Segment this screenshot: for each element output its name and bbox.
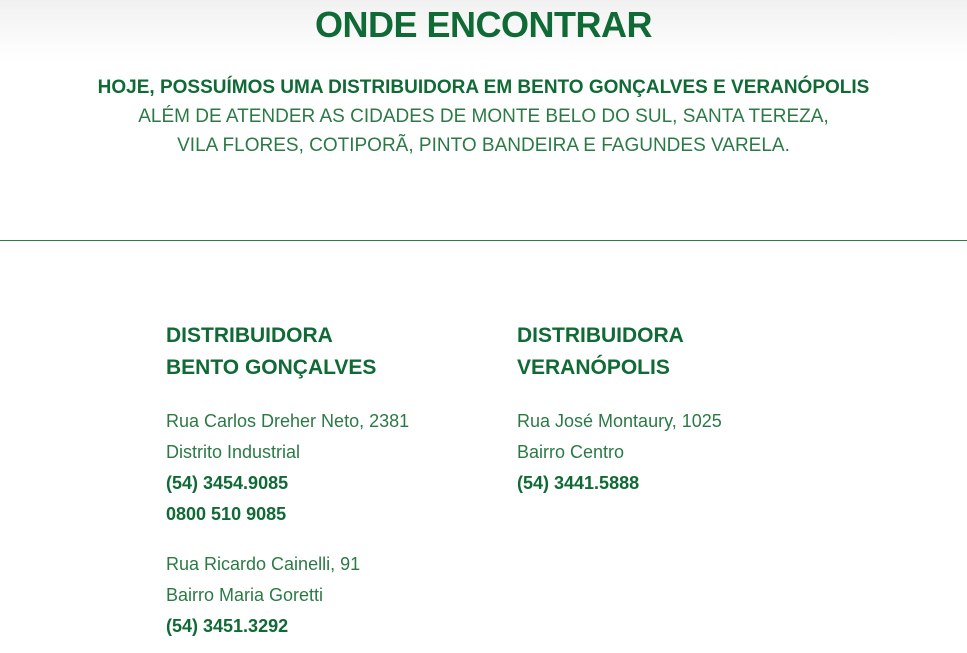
intro-text: [0, 74, 967, 160]
address-block: [517, 406, 722, 499]
page-title: ONDE ENCONTRAR: [314, 4, 652, 45]
address-street: Rua Carlos Dreher Neto, 2381: [166, 411, 410, 431]
distributor-veranopolis: [517, 320, 722, 499]
distributor-title: [166, 320, 409, 384]
address-district: Distrito Industrial: [166, 442, 301, 462]
section-divider: [0, 240, 967, 241]
phone-number[interactable]: (54) 3454.9085: [166, 473, 289, 493]
distributor-title-line-2: BENTO GONÇALVES: [166, 356, 377, 379]
intro-lead: HOJE, POSSUÍMOS UMA DISTRIBUIDORA EM BENTO GONÇALVES E VERANÓPOLIS: [97, 77, 870, 98]
address-street: Rua Ricardo Cainelli, 91: [166, 554, 361, 574]
address-street: Rua José Montaury, 1025: [517, 411, 722, 431]
phone-number[interactable]: (54) 3441.5888: [517, 473, 640, 493]
intro-line-2: VILA FLORES, COTIPORÃ, PINTO BANDEIRA E FAGUNDES VARELA.: [177, 135, 790, 156]
address-district: Bairro Centro: [517, 442, 625, 462]
address-block: [166, 549, 409, 642]
address-block: [166, 406, 409, 530]
toll-free-number[interactable]: 0800 510 9085: [166, 504, 287, 524]
distributor-title: [517, 320, 722, 384]
phone-number[interactable]: (54) 3451.3292: [166, 616, 289, 636]
distributor-title-line-1: DISTRIBUIDORA: [166, 324, 333, 347]
intro-line-1: ALÉM DE ATENDER AS CIDADES DE MONTE BELO DO SUL, SANTA TEREZA,: [138, 106, 829, 127]
distributor-bento-goncalves: [166, 320, 409, 642]
distributor-title-line-1: DISTRIBUIDORA: [517, 324, 684, 347]
address-district: Bairro Maria Goretti: [166, 585, 324, 605]
distributor-title-line-2: VERANÓPOLIS: [517, 356, 670, 379]
